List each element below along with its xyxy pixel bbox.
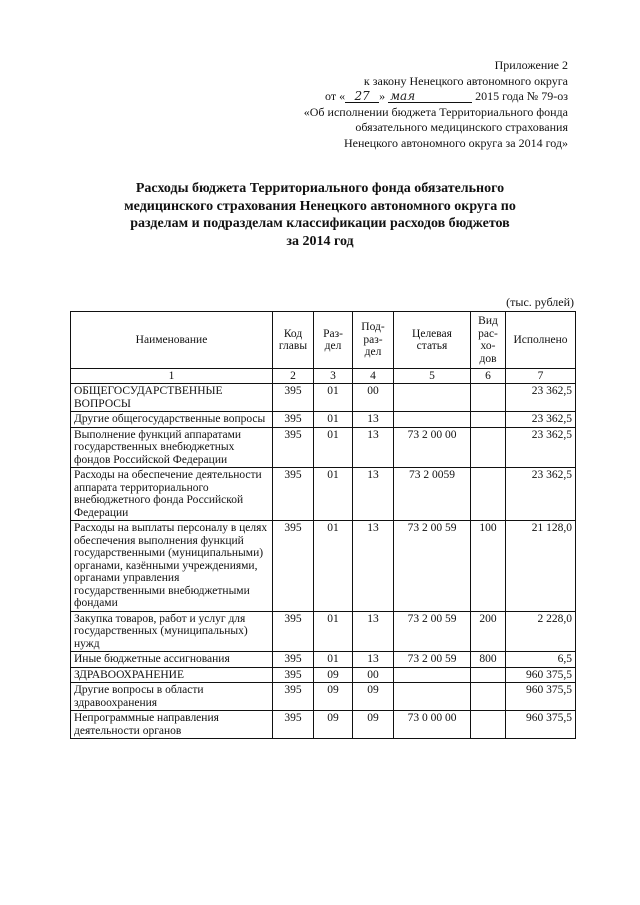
row-amount: 2 228,0	[506, 611, 576, 652]
handwritten-day: 27	[345, 90, 379, 103]
table-row	[71, 667, 576, 683]
row-target	[394, 384, 471, 412]
row-name: Иные бюджетные ассигнования	[71, 652, 273, 668]
col-number: 3	[314, 369, 353, 384]
row-expense-type	[471, 412, 506, 428]
header-name: Наименование	[71, 312, 273, 369]
row-amount: 960 375,5	[506, 667, 576, 683]
law-title-line-1: «Об исполнении бюджета Территориального фонда	[303, 104, 568, 119]
row-target: 73 2 00 00	[394, 427, 471, 468]
row-target: 73 2 00 59	[394, 652, 471, 668]
expenses-table	[70, 311, 576, 739]
row-section: 01	[314, 521, 353, 612]
appendix-label: Приложение 2	[494, 58, 568, 72]
table-row	[71, 652, 576, 668]
table-row	[71, 521, 576, 612]
row-expense-type	[471, 711, 506, 739]
table-row	[71, 611, 576, 652]
date-prefix: от «	[325, 89, 346, 103]
row-amount: 21 128,0	[506, 521, 576, 612]
title-line: медицинского страхования Ненецкого автономного округа по	[124, 198, 516, 214]
row-name: Расходы на обеспечение деятельности аппарата территориального внебюджетного фонда Российской Федерации	[71, 468, 273, 521]
document-title	[100, 180, 540, 250]
row-code: 395	[273, 711, 314, 739]
row-subsection: 09	[353, 711, 394, 739]
row-section: 09	[314, 683, 353, 711]
row-name: Другие вопросы в области здравоохранения	[71, 683, 273, 711]
table-row	[71, 683, 576, 711]
header-code: Код главы	[273, 312, 314, 369]
row-expense-type	[471, 667, 506, 683]
col-number: 6	[471, 369, 506, 384]
row-code: 395	[273, 652, 314, 668]
row-expense-type	[471, 683, 506, 711]
law-title-line-3: Ненецкого автономного округа за 2014 год»	[344, 135, 568, 150]
row-subsection: 00	[353, 384, 394, 412]
row-section: 01	[314, 427, 353, 468]
row-amount: 960 375,5	[506, 711, 576, 739]
row-expense-type	[471, 384, 506, 412]
header-row	[71, 312, 576, 369]
law-reference: к закону Ненецкого автономного округа	[363, 73, 568, 88]
table-row	[71, 412, 576, 428]
header-target: Целевая статья	[394, 312, 471, 369]
law-date-line	[238, 89, 568, 105]
title-line: Расходы бюджета Территориального фонда обязательного	[135, 181, 505, 196]
row-target	[394, 667, 471, 683]
date-mid: »	[379, 89, 386, 103]
row-section: 09	[314, 711, 353, 739]
date-suffix: 2015 года № 79-оз	[475, 89, 568, 103]
row-subsection: 13	[353, 521, 394, 612]
title-line: за 2014 год	[286, 233, 354, 249]
row-subsection: 13	[353, 611, 394, 652]
row-target: 73 0 00 00	[394, 711, 471, 739]
row-expense-type	[471, 468, 506, 521]
row-section: 01	[314, 468, 353, 521]
table-row	[71, 711, 576, 739]
row-target	[394, 412, 471, 428]
header-subsection: Под-раз-дел	[353, 312, 394, 369]
col-number: 2	[273, 369, 314, 384]
row-subsection: 13	[353, 652, 394, 668]
row-section: 09	[314, 667, 353, 683]
appendix-header	[238, 58, 568, 151]
row-subsection: 13	[353, 427, 394, 468]
row-code: 395	[273, 683, 314, 711]
row-amount: 960 375,5	[506, 683, 576, 711]
title-line: разделам и подразделам классификации расходов бюджетов	[130, 216, 510, 231]
row-subsection: 00	[353, 667, 394, 683]
row-section: 01	[314, 611, 353, 652]
row-subsection: 09	[353, 683, 394, 711]
row-name: Выполнение функций аппаратами государственных внебюджетных фондов Российской Федерации	[71, 427, 273, 468]
units-label: (тыс. рублей)	[506, 295, 574, 309]
col-number: 7	[506, 369, 576, 384]
row-amount: 6,5	[506, 652, 576, 668]
row-section: 01	[314, 412, 353, 428]
header-amount: Исполнено	[506, 312, 576, 369]
header-section: Раз-дел	[314, 312, 353, 369]
row-amount: 23 362,5	[506, 412, 576, 428]
row-expense-type	[471, 427, 506, 468]
row-section: 01	[314, 384, 353, 412]
table-row	[71, 468, 576, 521]
row-name: ОБЩЕГОСУДАРСТВЕННЫЕ ВОПРОСЫ	[71, 384, 273, 412]
row-expense-type: 100	[471, 521, 506, 612]
row-code: 395	[273, 384, 314, 412]
row-code: 395	[273, 521, 314, 612]
row-expense-type: 800	[471, 652, 506, 668]
row-code: 395	[273, 412, 314, 428]
row-section: 01	[314, 652, 353, 668]
col-number: 1	[71, 369, 273, 384]
row-code: 395	[273, 667, 314, 683]
row-name: Другие общегосударственные вопросы	[71, 412, 273, 428]
row-expense-type: 200	[471, 611, 506, 652]
handwritten-month: мая	[388, 90, 472, 103]
row-subsection: 13	[353, 468, 394, 521]
row-amount: 23 362,5	[506, 384, 576, 412]
row-code: 395	[273, 611, 314, 652]
column-number-row	[71, 369, 576, 384]
row-target: 73 2 00 59	[394, 521, 471, 612]
table-row	[71, 427, 576, 468]
row-target: 73 2 00 59	[394, 611, 471, 652]
row-code: 395	[273, 427, 314, 468]
row-amount: 23 362,5	[506, 468, 576, 521]
law-title-line-2: обязательного медицинского страхования	[355, 120, 568, 134]
row-subsection: 13	[353, 412, 394, 428]
row-code: 395	[273, 468, 314, 521]
row-name: Непрограммные направления деятельности органов	[71, 711, 273, 739]
col-number: 5	[394, 369, 471, 384]
row-name: ЗДРАВООХРАНЕНИЕ	[71, 667, 273, 683]
col-number: 4	[353, 369, 394, 384]
row-name: Расходы на выплаты персоналу в целях обеспечения выполнения функций государственными (муниципальными) органами, казёнными учреждениями, органами управления государственными внебюджетными фондами	[71, 521, 273, 612]
table-row	[71, 384, 576, 412]
header-expense-type: Вид рас-хо-дов	[471, 312, 506, 369]
row-name: Закупка товаров, работ и услуг для государственных (муниципальных) нужд	[71, 611, 273, 652]
row-target: 73 2 0059	[394, 468, 471, 521]
row-amount: 23 362,5	[506, 427, 576, 468]
row-target	[394, 683, 471, 711]
